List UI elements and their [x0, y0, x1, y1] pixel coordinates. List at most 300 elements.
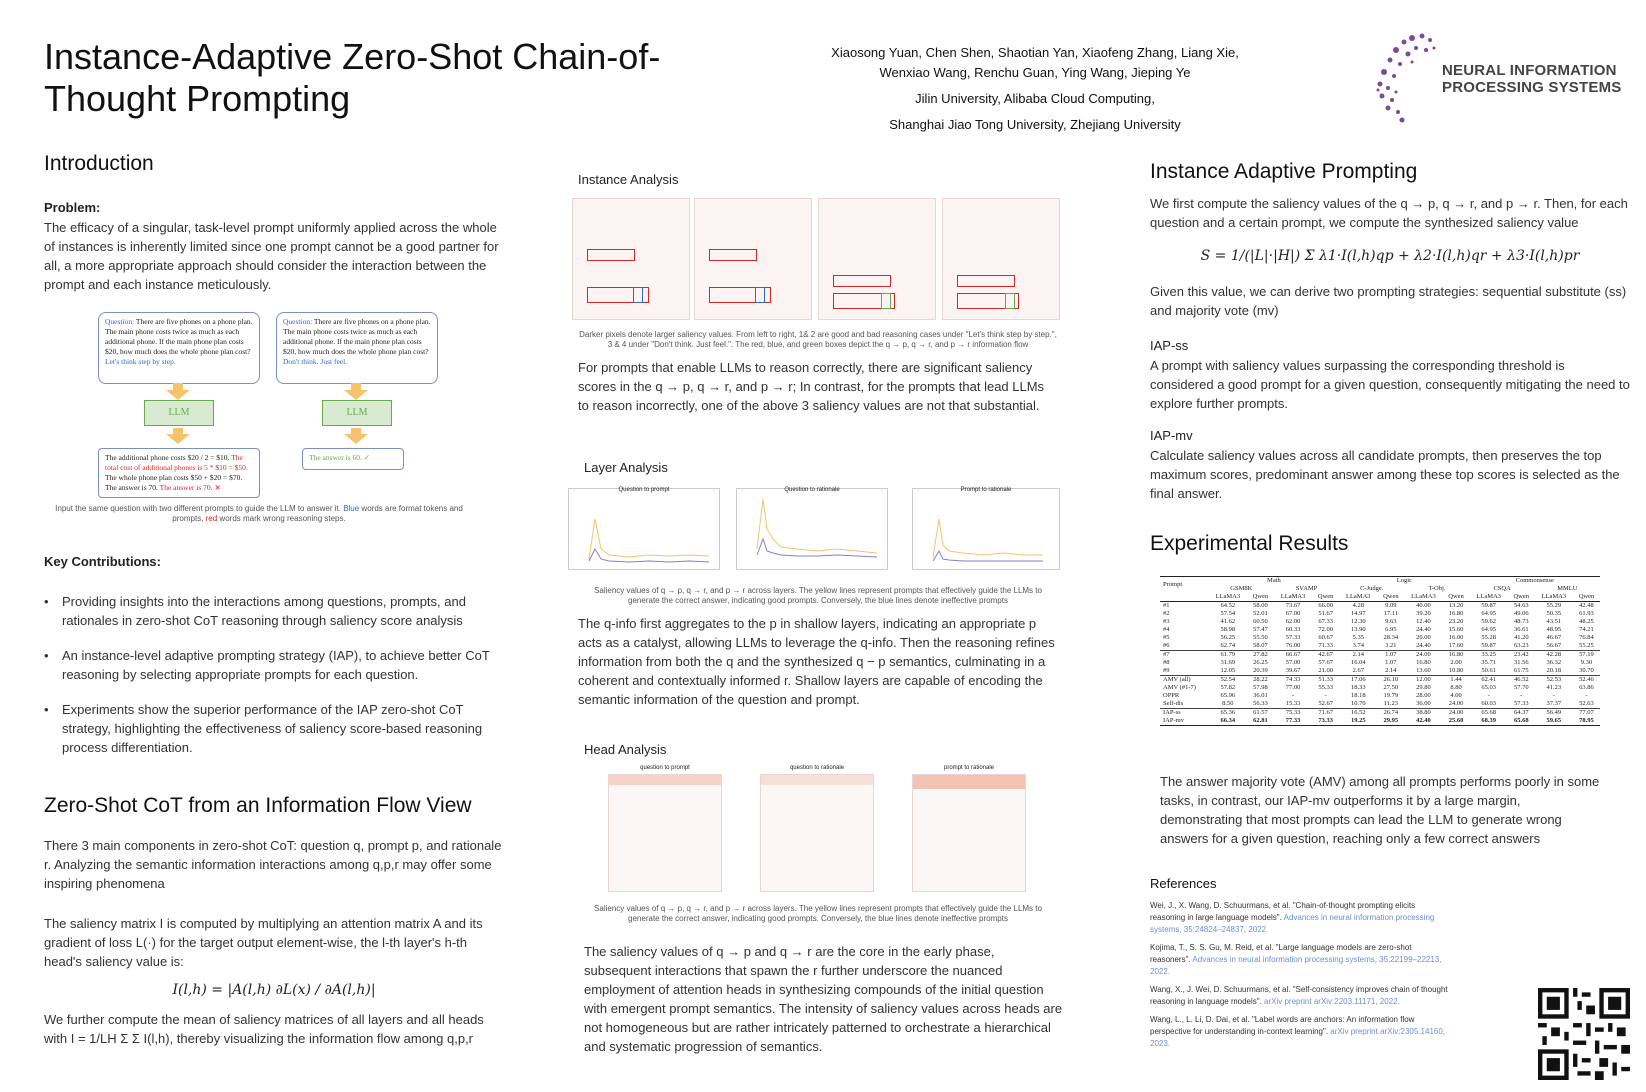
- table-cell: 60.50: [1253, 618, 1268, 625]
- table-cell: 62.41: [1481, 676, 1496, 683]
- table-cell: 15.33: [1285, 700, 1301, 707]
- table-cell: 65.68: [1481, 709, 1496, 716]
- head-heading: Head Analysis: [584, 742, 667, 757]
- table-cell: 64.95: [1481, 610, 1496, 617]
- table-row: [1160, 717, 1600, 726]
- table-cell: 55.50: [1253, 634, 1268, 641]
- table-cell: 73.33: [1318, 717, 1333, 724]
- table-cell: 15.60: [1448, 626, 1464, 633]
- table-cell: 57.70: [1513, 684, 1529, 691]
- table-cell: 9.63: [1385, 618, 1397, 625]
- table-row: [1160, 642, 1600, 651]
- table-cell: 76.84: [1579, 634, 1594, 641]
- table-cell: 66.00: [1318, 602, 1333, 609]
- layer-plot-title: Question to rationale: [784, 487, 840, 493]
- iap-p1: We first compute the saliency values of the q → p, q → r, and p → r. Then, for each question and a certain prompt, we compute the synthesized saliency value: [1150, 196, 1628, 230]
- table-cell: 26.10: [1383, 676, 1399, 683]
- table-cell: 60.03: [1481, 700, 1496, 707]
- answer-final-wrong: The answer is 70.: [157, 483, 213, 492]
- model-header: LLaMA3: [1215, 593, 1241, 600]
- table-cell: 48.73: [1513, 618, 1529, 625]
- reference-item: [1150, 942, 1450, 978]
- table-cell: 57.98: [1253, 684, 1268, 691]
- table-cell: -: [1520, 692, 1523, 699]
- answer-right: The answer is 60.: [309, 453, 362, 462]
- question-label: Question:: [283, 317, 313, 326]
- table-cell: 74.21: [1579, 626, 1594, 633]
- zeroshot-heading: Zero-Shot CoT from an Information Flow View: [44, 794, 472, 817]
- table-cell: 59.62: [1481, 618, 1496, 625]
- table-row: [1160, 709, 1600, 718]
- table-cell: 17.60: [1448, 642, 1464, 649]
- table-row: [1160, 618, 1600, 626]
- table-cell: 29.80: [1416, 684, 1431, 691]
- llm-box-left: LLM: [144, 400, 214, 426]
- reference-link[interactable]: arXiv preprint arXiv:2203.11171, 2022.: [1264, 997, 1400, 1006]
- table-cell: 27.50: [1383, 684, 1399, 691]
- table-cell: 57.54: [1220, 610, 1236, 617]
- table-cell: 39.20: [1416, 610, 1431, 617]
- reference-link[interactable]: arXiv preprint arXiv:2305.14160, 2023.: [1150, 1027, 1446, 1048]
- row-label: OPPR: [1163, 692, 1180, 699]
- reference-item: [1150, 1014, 1450, 1050]
- table-row: [1160, 651, 1600, 660]
- head-heatmap-2: [760, 765, 874, 892]
- group-header: Commonsense: [1515, 577, 1554, 584]
- table-cell: 2.00: [1450, 659, 1462, 666]
- table-cell: 55.28: [1481, 634, 1496, 641]
- layer-text: The q-info first aggregates to the p in shallow layers, indicating an appropriate p acts as a catalyst, allowing LLMs to leverage the q-info. Then the reasoning refines information from both the q and the synthesized q − p semantics, culminating in a coherent and contextually informed r. Shallow layers are capable of encoding the semantic information of the question and prompt.: [578, 616, 1055, 707]
- row-label: IAP-mv: [1163, 717, 1184, 724]
- group-header: Logic: [1396, 577, 1412, 584]
- table-cell: 48.95: [1546, 626, 1562, 633]
- table-cell: 61.79: [1220, 651, 1236, 658]
- iap-heading: Instance Adaptive Prompting: [1150, 160, 1418, 183]
- table-cell: 8.50: [1222, 700, 1234, 707]
- head-caption: Saliency values of q → p, q → r, and p → r across layers. The yellow lines represent prompts that effectively guide the LLMs to generate the correct answer, indicating good prompts. Conversely, the blue lines denote ineffective prompts: [594, 904, 1042, 923]
- problem-text: The efficacy of a singular, task-level prompt uniformly applied across the whole of instances is inherently limited since one prompt cannot be a good partner for all, a more appropriate approach should consider the interaction between the prompt and each instance meticulously.: [44, 220, 499, 292]
- reference-text: Kojima, T., S. S. Gu, M. Reid, et al. "Large language models are zero-shot reasoners".: [1150, 943, 1412, 964]
- table-cell: 36.01: [1253, 692, 1268, 699]
- row-label: #3: [1163, 618, 1170, 625]
- table-cell: 21.00: [1318, 667, 1333, 674]
- table-row: [1160, 602, 1600, 611]
- down-arrow-icon: [166, 434, 190, 444]
- table-cell: 64.52: [1220, 602, 1236, 609]
- table-cell: 57.82: [1220, 684, 1236, 691]
- layer-plot-lines: [737, 489, 887, 569]
- table-cell: 57.67: [1318, 659, 1333, 666]
- results-text: The answer majority vote (AMV) among all prompts performs poorly in some tasks, in contrast, our IAP-mv outperforms it by a large margin, demonstrating that most prompts can lead the LLM to generate wrong answers for a given question, reaching only a few correct answers: [1160, 774, 1600, 846]
- table-cell: 66.67: [1285, 651, 1301, 658]
- table-cell: 57.47: [1253, 626, 1268, 633]
- table-cell: 37.37: [1546, 700, 1562, 707]
- table-cell: -: [1291, 692, 1295, 699]
- authors-line-2: Wenxiao Wang, Renchu Guan, Ying Wang, Jieping Ye: [879, 65, 1191, 80]
- contribution-item: • Experiments show the superior performance of the IAP zero-shot CoT strategy, highlighting the effectiveness of saliency score-based reasoning process differentiation.: [44, 700, 504, 757]
- table-cell: 4.00: [1450, 692, 1462, 699]
- row-label: #1: [1163, 602, 1170, 609]
- table-cell: 43.51: [1546, 618, 1562, 625]
- table-row: [1160, 610, 1600, 618]
- table-cell: 13.60: [1416, 667, 1431, 674]
- qr-code-icon[interactable]: [1538, 988, 1630, 1080]
- row-label: #4: [1163, 626, 1170, 633]
- table-cell: 31.69: [1220, 659, 1236, 666]
- poster-title: Instance-Adaptive Zero-Shot Chain-of-Thought Prompting: [44, 36, 661, 119]
- table-cell: 56.25: [1220, 634, 1236, 641]
- zeroshot-p3: We further compute the mean of saliency matrices of all layers and all heads with I = 1/LH Σ Σ I(l,h), thereby visualizing the information flow among q,p,r: [44, 1012, 484, 1046]
- table-cell: 13.90: [1350, 626, 1366, 633]
- table-cell: 2.67: [1352, 667, 1364, 674]
- question-text: There are five phones on a phone plan. The main phone costs twice as much as each additional phone. If the main phone plan costs $20, how much does the whole phone plan cost?: [105, 317, 253, 356]
- table-cell: 25.60: [1448, 717, 1464, 724]
- reference-text: Wei, J., X. Wang, D. Schuurmans, et al. "Chain-of-thought prompting elicits reasoning in large language models".: [1150, 901, 1416, 922]
- table-cell: 65.03: [1481, 684, 1496, 691]
- reference-text: Wang, X., J. Wei, D. Schuurmans, et al. "Self-consistency improves chain of thought reasoning in language models".: [1150, 985, 1448, 1006]
- instance-heading: Instance Analysis: [578, 172, 679, 187]
- dataset-header: SVAMP: [1295, 585, 1318, 592]
- instance-heatmap-3: [818, 198, 936, 320]
- table-cell: 50.61: [1481, 667, 1496, 674]
- table-cell: 1.07: [1385, 651, 1397, 658]
- table-cell: 35.71: [1481, 659, 1496, 666]
- table-cell: 74.33: [1285, 676, 1301, 683]
- table-cell: 65.68: [1513, 717, 1529, 724]
- table-cell: 18.33: [1350, 684, 1366, 691]
- table-cell: 67.33: [1318, 618, 1333, 625]
- table-cell: 56.33: [1253, 700, 1268, 707]
- table-cell: 16.80: [1448, 610, 1464, 617]
- head-plot-title: prompt to rationale: [943, 765, 995, 771]
- table-row: [1160, 692, 1600, 700]
- results-table-body: [1160, 602, 1600, 726]
- table-cell: 46.52: [1513, 676, 1529, 683]
- group-header: Math: [1267, 577, 1281, 584]
- layer-plot-3: [912, 488, 1060, 570]
- table-cell: 12.30: [1350, 618, 1366, 625]
- table-cell: 28.34: [1383, 634, 1399, 641]
- table-cell: 12.05: [1220, 667, 1236, 674]
- authors-line-1: Xiaosong Yuan, Chen Shen, Shaotian Yan, Xiaofeng Zhang, Liang Xie,: [831, 45, 1239, 60]
- layer-plot-1: [568, 488, 720, 570]
- model-header: LLaMA3: [1476, 593, 1501, 600]
- row-label: #9: [1163, 667, 1170, 674]
- reference-item: [1150, 984, 1450, 1008]
- table-cell: 3.74: [1352, 642, 1364, 649]
- head-plot-title: question to rationale: [789, 765, 845, 771]
- table-cell: 52.01: [1253, 610, 1268, 617]
- down-arrow-icon: [344, 434, 368, 444]
- contributions-list: [44, 592, 504, 773]
- table-cell: 20.39: [1253, 667, 1268, 674]
- table-cell: 42.67: [1318, 651, 1333, 658]
- table-cell: -: [1585, 692, 1588, 699]
- table-cell: 12.00: [1416, 676, 1431, 683]
- table-cell: 61.75: [1513, 667, 1529, 674]
- affiliation-1: Jilin University, Alibaba Cloud Computing,: [915, 91, 1155, 106]
- prompt-left: Let's think step by step.: [105, 357, 176, 366]
- model-header: Qwen: [1383, 593, 1399, 600]
- answer-step-1: The additional phone costs $20 / 2 = $10.: [105, 453, 230, 462]
- table-cell: 64.37: [1513, 709, 1529, 716]
- question-box-right: [276, 312, 438, 384]
- author-block: [790, 40, 1280, 138]
- caption-blue-word: Blue: [343, 504, 360, 513]
- table-cell: 2.14: [1385, 667, 1397, 674]
- table-cell: 20.18: [1546, 667, 1562, 674]
- model-header: Qwen: [1448, 593, 1464, 600]
- table-cell: 11.23: [1383, 700, 1399, 707]
- intro-heading: Introduction: [44, 152, 154, 175]
- table-cell: 48.25: [1579, 618, 1594, 625]
- table-cell: 77.00: [1285, 684, 1301, 691]
- table-cell: 10.80: [1448, 667, 1464, 674]
- reference-link[interactable]: Advances in neural information processing systems, 35:24824–24837, 2022: [1150, 913, 1435, 934]
- table-cell: 78.95: [1579, 717, 1594, 724]
- table-cell: 57.33: [1285, 634, 1301, 641]
- table-cell: 65.36: [1220, 709, 1236, 716]
- caption-part-3: words mark wrong reasoning steps.: [217, 514, 346, 523]
- logo-line-1: NEURAL INFORMATION: [1442, 62, 1617, 79]
- table-cell: 58.98: [1220, 626, 1236, 633]
- instance-heatmap-1: [572, 198, 690, 320]
- layer-plot-lines: [913, 489, 1059, 569]
- table-cell: 60.33: [1285, 626, 1301, 633]
- head-heatmap-1: [608, 765, 722, 892]
- table-cell: 3.21: [1385, 642, 1397, 649]
- table-cell: 71.67: [1318, 709, 1333, 716]
- table-cell: 77.07: [1579, 709, 1594, 716]
- check-mark-icon: ✓: [363, 453, 371, 462]
- table-cell: 41.62: [1220, 618, 1236, 625]
- neurips-logo: [1372, 28, 1622, 128]
- table-cell: 62.74: [1220, 642, 1236, 649]
- table-cell: 18.18: [1350, 692, 1366, 699]
- table-cell: 51.33: [1318, 676, 1333, 683]
- table-cell: 63.23: [1513, 642, 1529, 649]
- row-label: IAP-ss: [1163, 709, 1181, 716]
- iap-mv-label: IAP-mv: [1150, 428, 1193, 443]
- down-arrow-icon: [166, 390, 190, 400]
- table-cell: 24.00: [1416, 651, 1431, 658]
- table-cell: 38.80: [1416, 709, 1431, 716]
- table-cell: 59.87: [1481, 642, 1496, 649]
- dataset-header: CSQA: [1493, 585, 1511, 592]
- contribution-item: • Providing insights into the interactions among questions, prompts, and rationales in zero-shot CoT reasoning through saliency score analysis: [44, 592, 504, 630]
- references-list: [1150, 900, 1450, 1056]
- table-cell: 24.00: [1448, 709, 1464, 716]
- table-row: [1160, 700, 1600, 709]
- row-label: #2: [1163, 610, 1170, 617]
- table-cell: 36.32: [1546, 659, 1562, 666]
- row-label: #6: [1163, 642, 1170, 649]
- table-cell: 24.40: [1416, 626, 1431, 633]
- model-header: LLaMA3: [1345, 593, 1371, 600]
- dataset-header: T-Obj.: [1428, 585, 1446, 592]
- contribution-item: • An instance-level adaptive prompting strategy (IAP), to achieve better CoT reasoning by selecting appropriate prompts for each question.: [44, 646, 504, 684]
- table-cell: 49.06: [1513, 610, 1529, 617]
- table-cell: 13.20: [1448, 602, 1464, 609]
- table-cell: 42.40: [1416, 717, 1431, 724]
- table-cell: 68.39: [1481, 717, 1496, 724]
- results-heading: Experimental Results: [1150, 532, 1349, 555]
- caption-part-2: words are format tokens and prompts,: [172, 504, 463, 523]
- table-cell: 64.95: [1481, 626, 1496, 633]
- table-cell: 28.22: [1253, 676, 1268, 683]
- table-cell: 2.14: [1352, 651, 1364, 658]
- table-cell: 26.74: [1383, 709, 1399, 716]
- table-cell: 52.53: [1546, 676, 1562, 683]
- dataset-header: GSM8K: [1230, 585, 1253, 592]
- table-cell: -: [1487, 692, 1490, 699]
- table-cell: 16.00: [1448, 634, 1464, 641]
- table-cell: 9.30: [1580, 659, 1593, 666]
- table-cell: 59.65: [1546, 717, 1562, 724]
- layer-heading: Layer Analysis: [584, 460, 668, 475]
- row-label: #8: [1163, 659, 1170, 666]
- table-cell: 55.33: [1318, 684, 1333, 691]
- table-cell: 6.95: [1385, 626, 1397, 633]
- instance-heatmap-2: [694, 198, 812, 320]
- row-label: Self-dis: [1163, 700, 1184, 707]
- iap-ss-text: A prompt with saliency values surpassing the corresponding threshold is considered a good prompt for a given question, consequently mitigating the need to explore further prompts.: [1150, 358, 1630, 411]
- table-cell: 23.20: [1448, 618, 1464, 625]
- table-cell: 16.04: [1350, 659, 1366, 666]
- answer-box-right: [302, 448, 404, 470]
- table-cell: 28.00: [1416, 692, 1431, 699]
- table-cell: 14.97: [1350, 610, 1366, 617]
- zeroshot-p1: There 3 main components in zero-shot CoT: question q, prompt p, and rationale r. Analyzing the semantic information interactions among q,p,r may offer some inspiring phenomena: [44, 838, 502, 891]
- table-cell: 8.80: [1450, 684, 1462, 691]
- table-cell: 27.82: [1253, 651, 1268, 658]
- question-text: There are five phones on a phone plan. The main phone costs twice as much as each additional phone. If the main phone plan costs $20, how much does the whole phone plan cost?: [283, 317, 431, 356]
- table-cell: 33.25: [1481, 651, 1496, 658]
- reference-link[interactable]: Advances in neural information processing systems, 35:22199–22213, 2022.: [1150, 955, 1442, 976]
- model-header: Qwen: [1252, 593, 1269, 600]
- table-cell: 52.54: [1220, 676, 1236, 683]
- intro-figure-caption: [44, 504, 474, 524]
- model-header: LLaMA3: [1280, 593, 1306, 600]
- table-cell: 57.00: [1285, 659, 1301, 666]
- table-cell: 61.93: [1579, 610, 1594, 617]
- wrong-mark-icon: ✕: [214, 483, 221, 492]
- table-cell: 9.09: [1385, 602, 1397, 609]
- table-cell: 19.25: [1350, 717, 1366, 724]
- caption-red-word: red: [205, 514, 218, 523]
- model-header: Qwen: [1513, 593, 1530, 600]
- table-cell: 52.63: [1579, 700, 1594, 707]
- table-cell: 72.00: [1318, 626, 1333, 633]
- answer-step-2-wrong: The total cost of additional phones is 5 * $10 = $50.: [105, 453, 248, 472]
- table-cell: 55.29: [1546, 602, 1562, 609]
- down-arrow-icon: [344, 390, 368, 400]
- table-cell: 73.67: [1285, 602, 1301, 609]
- table-cell: 26.25: [1253, 659, 1268, 666]
- affiliation-2: Shanghai Jiao Tong University, Zhejiang University: [889, 117, 1181, 132]
- table-cell: 58.00: [1253, 602, 1268, 609]
- saliency-equation: I(l,h) = |A(l,h) ∂L(x) / ∂A(l,h)|: [172, 982, 376, 998]
- table-cell: -: [1324, 692, 1327, 699]
- row-label: AMV (#1-7): [1163, 684, 1196, 691]
- table-cell: 50.35: [1546, 610, 1562, 617]
- table-cell: 40.00: [1416, 602, 1431, 609]
- table-cell: 76.00: [1285, 642, 1301, 649]
- table-cell: 24.40: [1416, 642, 1431, 649]
- table-cell: 31.56: [1513, 659, 1529, 666]
- table-row: [1160, 676, 1600, 685]
- head-text: The saliency values of q → p and q → r are the core in the early phase, subsequent interactions that spawn the r further underscore the nuanced employment of attention heads in synthesizing compounds of the initial question with emergent prompt semantics. The intensity of saliency values across heads are not homogeneous but are rather intricately patterned to orchestrate a hierarchical and systematic progression of semantics.: [584, 944, 1063, 1054]
- question-label: Question:: [105, 317, 135, 326]
- contributions-label: Key Contributions:: [44, 554, 161, 569]
- table-cell: 29.95: [1383, 717, 1399, 724]
- iap-mv-text: Calculate saliency values across all candidate prompts, then preserves the top maximum scores, predominant answer among these top scores is selected as the final answer.: [1150, 448, 1620, 501]
- answer-step-3: The whole phone plan costs $50 + $20 = $70. The answer is 70.: [105, 473, 243, 492]
- table-cell: 55.25: [1579, 642, 1594, 649]
- table-cell: 57.33: [1513, 700, 1529, 707]
- neurips-logo-icon: [1372, 28, 1452, 128]
- table-row: [1160, 626, 1600, 634]
- reference-text: Wang, L., L. Li, D. Dai, et al. "Label words are anchors: An information flow perspective for understanding in-context learning".: [1150, 1015, 1415, 1036]
- layer-plot-lines: [569, 489, 719, 569]
- llm-box-right: LLM: [322, 400, 392, 426]
- table-cell: 62.00: [1285, 618, 1301, 625]
- model-header: Qwen: [1578, 593, 1595, 600]
- table-row: [1160, 684, 1600, 692]
- table-cell: 52.67: [1318, 700, 1333, 707]
- layer-plot-title: Question to prompt: [618, 487, 670, 493]
- table-cell: 54.63: [1513, 602, 1529, 609]
- dataset-header: C-Judge.: [1360, 585, 1384, 592]
- instance-heatmap-4: [942, 198, 1060, 320]
- table-cell: 12.40: [1416, 618, 1431, 625]
- table-cell: 42.28: [1546, 651, 1562, 658]
- table-cell: 41.20: [1513, 634, 1529, 641]
- dataset-header: MMLU: [1557, 585, 1578, 592]
- table-cell: 63.86: [1579, 684, 1594, 691]
- table-cell: 16.80: [1416, 659, 1431, 666]
- table-row: [1160, 667, 1600, 676]
- table-cell: 39.67: [1285, 667, 1301, 674]
- table-cell: 10.70: [1350, 700, 1366, 707]
- table-cell: 16.80: [1448, 651, 1464, 658]
- prompt-right: Don't think. Just feel.: [283, 357, 348, 366]
- table-cell: 42.48: [1579, 602, 1594, 609]
- table-cell: 57.19: [1579, 651, 1594, 658]
- reference-item: [1150, 900, 1450, 936]
- table-cell: 58.07: [1253, 642, 1268, 649]
- problem-label: Problem:: [44, 200, 101, 215]
- table-cell: 4.28: [1352, 602, 1364, 609]
- table-cell: 36.61: [1513, 626, 1529, 633]
- table-cell: 46.67: [1546, 634, 1562, 641]
- table-cell: 1.44: [1450, 676, 1462, 683]
- table-row: [1160, 659, 1600, 667]
- row-label: AMV (all): [1163, 676, 1191, 683]
- instance-text: For prompts that enable LLMs to reason correctly, there are significant saliency scores in the q → p, q → r, and p → r; In contrast, for the prompts that lead LLMs to reason incorrectly, one of the above 3 saliency values are not that substantial.: [578, 360, 1045, 413]
- table-cell: 17.06: [1350, 676, 1366, 683]
- table-cell: 30.70: [1579, 667, 1594, 674]
- row-label: #5: [1163, 634, 1170, 641]
- table-cell: 71.33: [1318, 642, 1333, 649]
- table-cell: 24.00: [1448, 700, 1464, 707]
- question-box-left: [98, 312, 260, 384]
- row-label: #7: [1163, 651, 1170, 658]
- table-cell: 19.79: [1383, 692, 1399, 699]
- table-cell: -: [1552, 692, 1555, 699]
- table-cell: 62.81: [1253, 717, 1268, 724]
- iap-equation: S = 1/(|L|·|H|) Σ λ1·I(l,h)qp + λ2·I(l,h)qr + λ3·I(l,h)pr: [1200, 248, 1580, 264]
